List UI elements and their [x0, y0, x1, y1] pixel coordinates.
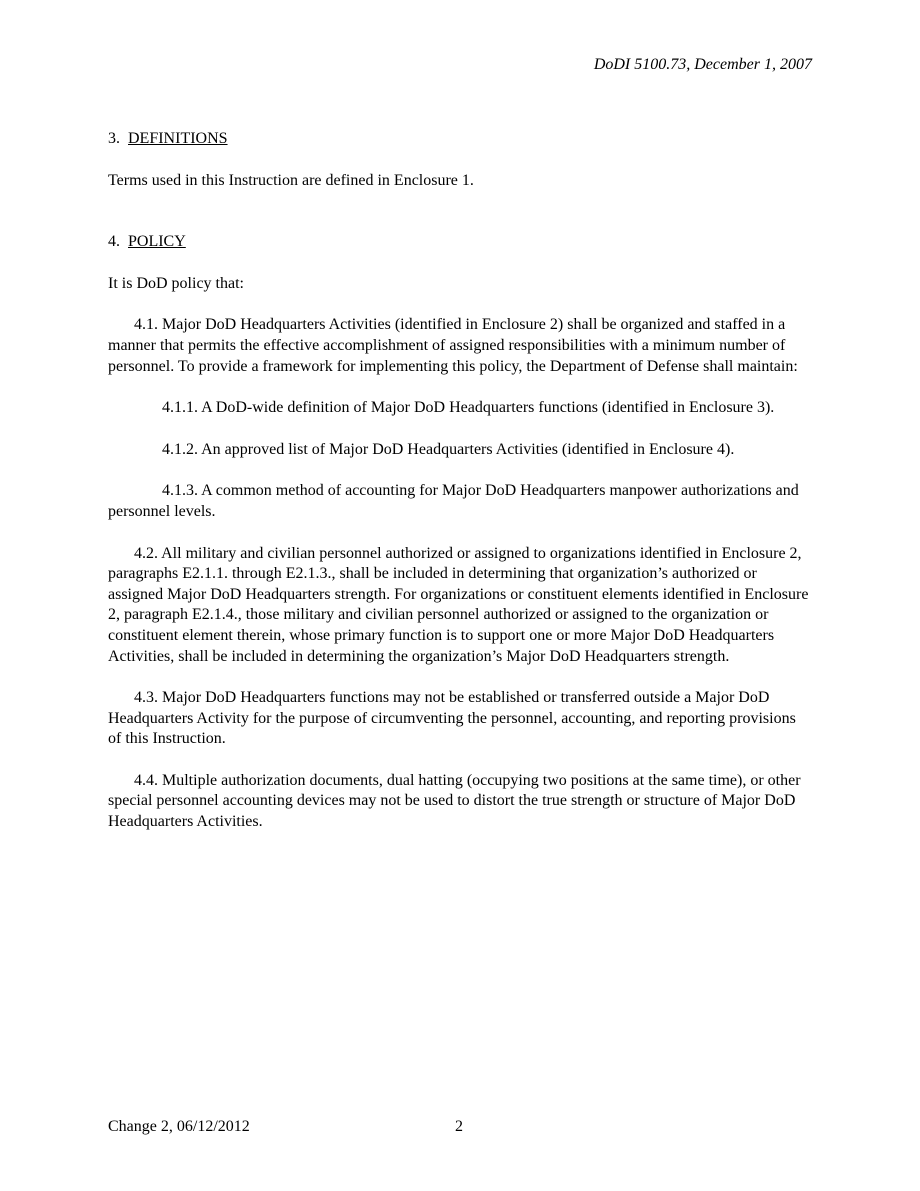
definitions-body: Terms used in this Instruction are defined in Enclosure 1. [108, 171, 474, 189]
paragraph-4-4: 4.4. Multiple authorization documents, dual hatting (occupying two positions at the same time), or other special personnel accounting devices may not be used to distort the true strength or structure of Major DoD Headquarters Activities. [108, 771, 801, 831]
section-heading-definitions [108, 129, 813, 150]
section-title: DEFINITIONS [128, 130, 228, 147]
section-title: POLICY [128, 233, 186, 251]
section-number: 3. [108, 130, 120, 147]
paragraph-4-3: 4.3. Major DoD Headquarters functions may not be established or transferred outside a Major DoD Headquarters Activity for the purpose of circumventing the personnel, accounting, and reporting provisions of this Instruction. [108, 689, 796, 748]
document-body [108, 129, 813, 833]
paragraph-4-2: 4.2. All military and civilian personnel authorized or assigned to organizations identified in Enclosure 2, paragraphs E2.1.1. through E2.1.3., shall be included in determining that organization’s authorized or assigned Major DoD Headquarters strength. For organizations or constituent elements identified in Enclosure 2, paragraph E2.1.4., those military and civilian personnel authorized or assigned to the organization or constituent element therein, whose primary function is to support one or more Major DoD Headquarters Activities, shall be included in determining the organization’s Major DoD Headquarters strength. [108, 544, 809, 665]
policy-intro: It is DoD policy that: [108, 274, 244, 292]
section-heading-policy [108, 232, 813, 253]
page-number: 2 [455, 1118, 463, 1135]
change-note: Change 2, 06/12/2012 [108, 1118, 250, 1135]
paragraph-4-1-3: 4.1.3. A common method of accounting for Major DoD Headquarters manpower authorizations and personnel levels. [108, 482, 799, 520]
section-number: 4. [108, 233, 120, 251]
running-header: DoDI 5100.73, December 1, 2007 [593, 56, 812, 73]
paragraph-4-1: 4.1. Major DoD Headquarters Activities (identified in Enclosure 2) shall be organized and staffed in a manner that permits the effective accomplishment of assigned responsibilities with a minimum number of personnel. To provide a framework for implementing this policy, the Department of Defense shall maintain: [108, 316, 798, 375]
paragraph-4-1-1: 4.1.1. A DoD-wide definition of Major DoD Headquarters functions (identified in Enclosure 3). [162, 399, 775, 417]
paragraph-4-1-2: 4.1.2. An approved list of Major DoD Headquarters Activities (identified in Enclosure 4). [162, 440, 735, 458]
